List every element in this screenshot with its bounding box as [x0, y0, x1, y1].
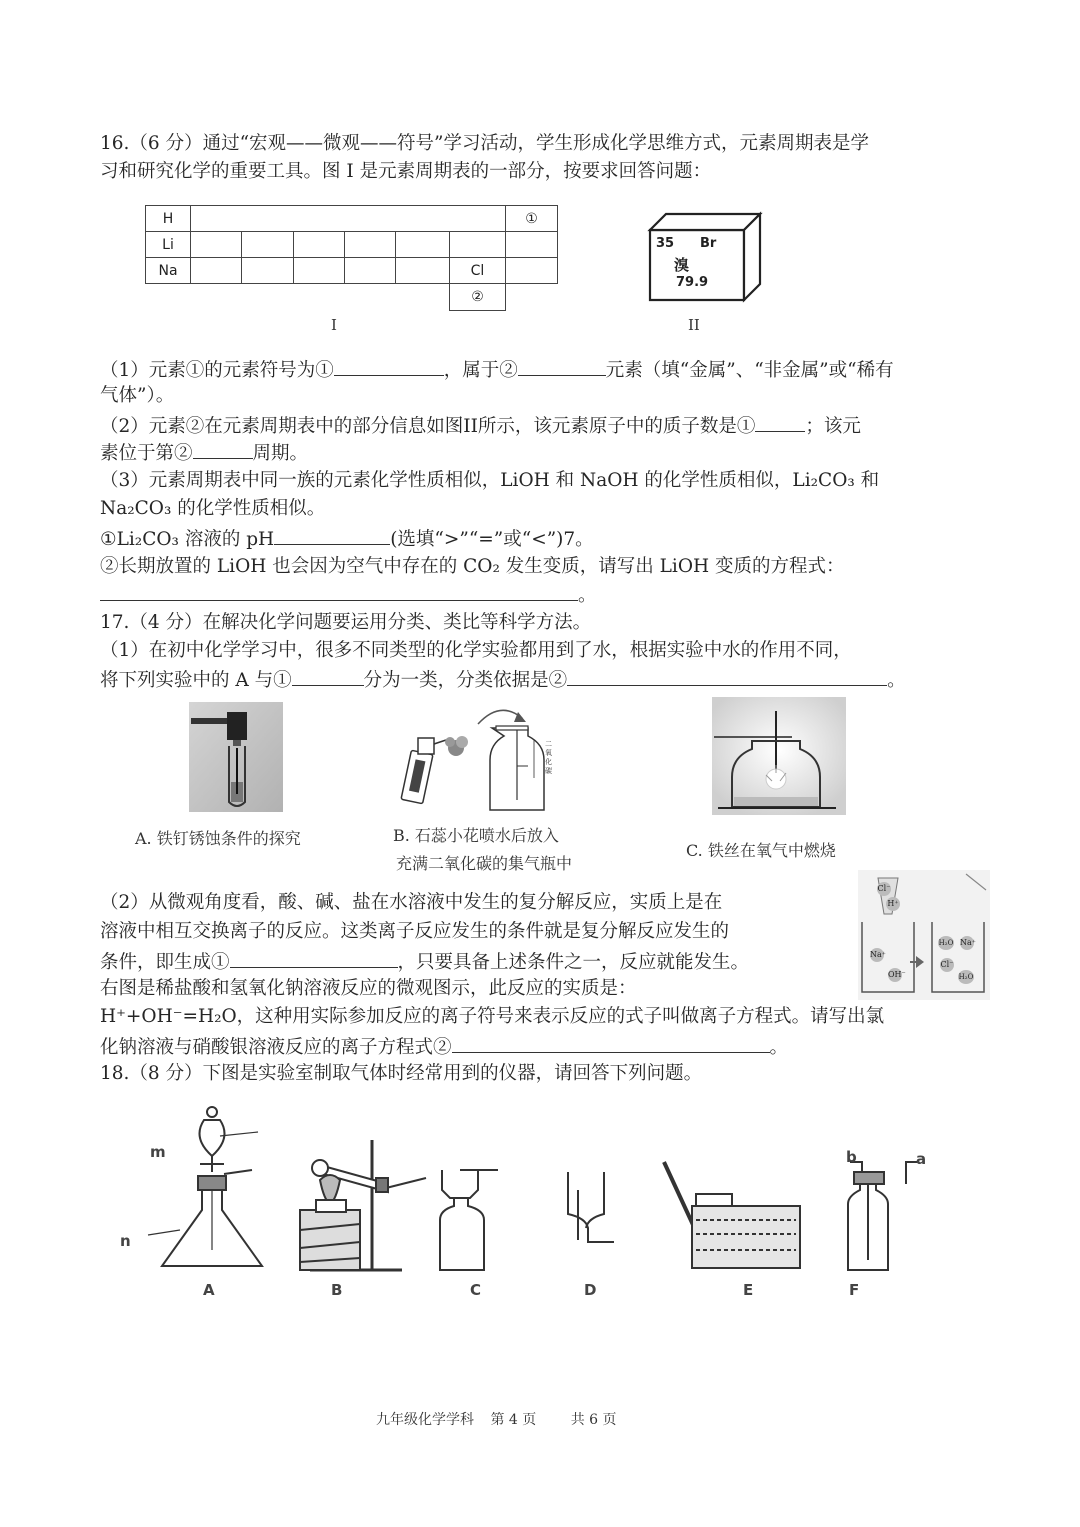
- cell-cl: Cl: [449, 257, 506, 284]
- text: ；该元: [805, 416, 861, 437]
- q17-part2-line5: H⁺+OH⁻=H₂O，这种用实际参加反应的离子符号来表示反应的式子叫做离子方程式。请写出氯: [100, 1006, 885, 1027]
- caption-a: A. 铁钉锈蚀条件的探究: [135, 829, 301, 848]
- cell: [344, 257, 396, 284]
- text: 化钠溶液与硝酸银溶液反应的离子方程式②: [100, 1037, 452, 1058]
- text: 条件，即生成①: [100, 952, 230, 973]
- ion-labels: [858, 870, 990, 1000]
- page-footer: [376, 1409, 617, 1429]
- q16-part1-line1: [100, 357, 894, 383]
- cell: [190, 257, 242, 284]
- cell: [293, 231, 345, 258]
- q16-part3-line1: （3）元素周期表中同一族的元素化学性质相似，LiOH 和 NaOH 的化学性质相似，Li₂CO₃ 和: [100, 470, 880, 491]
- element-tile-box: [640, 208, 770, 306]
- co2-bottle-label: 二氧化碳: [545, 740, 552, 775]
- element-name: 溴: [674, 256, 690, 274]
- answer-blank[interactable]: [100, 582, 578, 601]
- q18-intro: 18.（8 分）下图是实验室制取气体时经常用到的仪器，请回答下列问题。: [100, 1063, 703, 1084]
- ion-na: Na⁺: [960, 936, 974, 950]
- caption-b-line2: 充满二氧化碳的集气瓶中: [396, 854, 573, 873]
- label-m: m: [150, 1143, 166, 1161]
- footer-total: 共 6 页: [570, 1412, 617, 1428]
- cell: [449, 231, 506, 258]
- cell: [293, 257, 345, 284]
- q17-part2-line1: （2）从微观角度看，酸、碱、盐在水溶液中发生的复分解反应，实质上是在: [100, 892, 723, 913]
- text: 素位于第②: [100, 443, 193, 464]
- apparatus-d: [568, 1172, 614, 1242]
- answer-blank[interactable]: [755, 413, 805, 432]
- ion-h: H⁺: [886, 897, 900, 911]
- atomic-number: 35: [656, 236, 675, 251]
- apparatus-c: [440, 1170, 498, 1270]
- cell: [190, 231, 242, 258]
- nail-rust-photo: [189, 702, 283, 812]
- answer-blank[interactable]: [230, 949, 398, 968]
- q16-intro-line2: 习和研究化学的重要工具。图 I 是元素周期表的一部分，按要求回答问题：: [100, 161, 712, 182]
- text: 分为一类，分类依据是②: [363, 670, 568, 691]
- apparatus-f: [848, 1162, 918, 1270]
- cell-h: H: [145, 205, 191, 232]
- label-b: b: [846, 1148, 857, 1166]
- answer-blank[interactable]: [452, 1034, 770, 1053]
- answer-blank[interactable]: [274, 526, 390, 545]
- iron-burning-photo: [712, 697, 846, 815]
- answer-blank[interactable]: [193, 440, 253, 459]
- text: ，只要具备上述条件之一，反应就能发生。: [397, 952, 750, 973]
- q16-part3-question2: ②长期放置的 LiOH 也会因为空气中存在的 CO₂ 发生变质，请写出 LiOH 变质的方程式：: [100, 556, 845, 577]
- apparatus-a: [148, 1107, 262, 1266]
- apparatus-label-c: C: [470, 1281, 482, 1299]
- footer-subject: 九年级化学学科: [376, 1412, 474, 1428]
- q17-intro: 17.（4 分）在解决化学问题要运用分类、类比等科学方法。: [100, 612, 592, 633]
- cell: [241, 231, 294, 258]
- cell: [241, 257, 294, 284]
- text: 。: [578, 585, 597, 606]
- text: （1）元素①的元素符号为①: [100, 360, 334, 381]
- apparatus-label-d: D: [584, 1281, 597, 1299]
- text: ①Li₂CO₃ 溶液的 pH: [100, 529, 275, 550]
- lab-apparatus-figure: [140, 1100, 920, 1280]
- q17-part2-line2: 溶液中相互交换离子的反应。这类离子反应发生的条件就是复分解反应发生的: [100, 921, 730, 942]
- cell: [344, 231, 396, 258]
- ion-cl: Cl⁻: [877, 882, 891, 896]
- text: 。: [769, 1037, 789, 1058]
- answer-blank[interactable]: [518, 357, 606, 376]
- apparatus-e: [664, 1162, 800, 1268]
- text: 元素（填“金属”、“非金属”或“稀有: [605, 360, 894, 381]
- apparatus-b: [300, 1140, 426, 1270]
- cell-element-1: ①: [505, 205, 558, 232]
- q16-part3-answer-line: [100, 582, 597, 608]
- row1-gap: [190, 205, 506, 232]
- atomic-mass: 79.9: [676, 275, 709, 290]
- text: （2）元素②在元素周期表中的部分信息如图II所示，该元素原子中的质子数是①: [100, 416, 756, 437]
- q17-part2-line6: [100, 1034, 788, 1060]
- molecule-h2o: H₂O: [938, 936, 954, 950]
- q16-part1-line2: 气体”）。: [100, 385, 175, 406]
- q16-part3-question1: [100, 526, 594, 552]
- apparatus-label-b: B: [331, 1281, 343, 1299]
- q16-part2-line2: [100, 440, 308, 466]
- answer-blank[interactable]: [334, 357, 444, 376]
- apparatus-label-e: E: [743, 1281, 754, 1299]
- text: 。: [887, 670, 906, 691]
- cell: [505, 257, 558, 284]
- ion-cl: Cl⁻: [940, 958, 954, 972]
- text: 周期。: [252, 443, 309, 464]
- q17-part2-line3: [100, 949, 749, 975]
- q16-intro-line1: 16.（6 分）通过“宏观——微观——符号”学习活动，学生形成化学思维方式，元素周期表是学: [100, 133, 869, 154]
- text: ，属于②: [443, 360, 518, 381]
- q17-part2-line4: 右图是稀盐酸和氢氧化钠溶液反应的微观图示，此反应的实质是：: [100, 978, 637, 999]
- footer-page: 第 4 页: [490, 1412, 537, 1428]
- apparatus-label-f: F: [849, 1281, 860, 1299]
- figure-i-label: I: [331, 316, 337, 334]
- caption-b-line1: B. 石蕊小花喷水后放入: [393, 826, 559, 845]
- label-n: n: [120, 1232, 131, 1250]
- answer-blank[interactable]: [567, 667, 887, 686]
- cell-na: Na: [145, 257, 191, 284]
- text: 将下列实验中的 A 与①: [100, 670, 292, 691]
- q16-part3-line2: Na₂CO₃ 的化学性质相似。: [100, 498, 326, 519]
- q16-part2-line1: [100, 413, 861, 439]
- q17-part1-line1: （1）在初中化学学习中，很多不同类型的化学实验都用到了水，根据实验中水的作用不同，: [100, 640, 852, 661]
- cell-li: Li: [145, 231, 191, 258]
- apparatus-label-a: A: [203, 1281, 215, 1299]
- cell-element-2: ②: [449, 283, 506, 311]
- label-a: a: [916, 1150, 927, 1168]
- figure-ii-label: II: [688, 316, 700, 334]
- cell: [395, 231, 450, 258]
- molecule-h2o: H₂O: [958, 970, 974, 984]
- caption-c: C. 铁丝在氧气中燃烧: [686, 841, 836, 860]
- ion-oh: OH⁻: [888, 968, 902, 982]
- q17-part1-line2: [100, 667, 906, 693]
- text: (选填“>”“=”或“<”)7。: [390, 529, 594, 550]
- answer-blank[interactable]: [292, 667, 364, 686]
- element-symbol: Br: [700, 236, 717, 251]
- cell: [395, 257, 450, 284]
- cell: [505, 231, 558, 258]
- ion-na: Na⁺: [870, 948, 884, 962]
